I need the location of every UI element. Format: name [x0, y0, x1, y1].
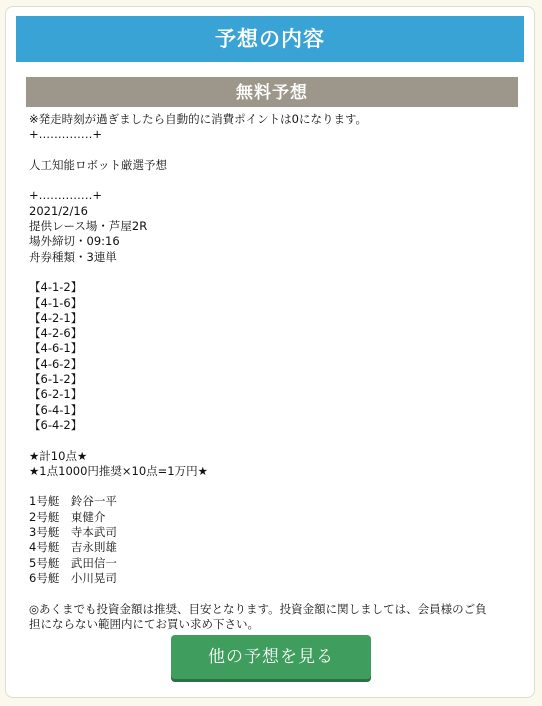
prediction-card	[5, 6, 535, 698]
prediction-content	[29, 112, 519, 632]
spacer	[29, 433, 519, 448]
pick-list	[29, 280, 519, 433]
pick-item: 【6-4-2】	[29, 417, 83, 432]
racer-list	[29, 494, 519, 586]
pick-item: 【6-1-2】	[29, 372, 83, 387]
disclaimer-text: ◎あくまでも投資金額は推奨、目安となります。投資金額に関しましては、会員様のご負	[29, 601, 487, 616]
racer-row	[29, 494, 519, 509]
pick-item: 【4-6-2】	[29, 356, 83, 371]
bet-type: 舟券種類・3連単	[29, 249, 117, 264]
spacer	[29, 479, 519, 494]
boat-number: 1号艇	[29, 494, 60, 509]
section-title: 無料予想	[26, 77, 518, 107]
boat-number: 6号艇	[29, 570, 60, 585]
race-venue: 提供レース場・芦屋2R	[29, 219, 148, 234]
racer-row	[29, 510, 519, 525]
racer-row	[29, 525, 519, 540]
racer-row	[29, 556, 519, 571]
pick-item: 【4-2-1】	[29, 310, 83, 325]
racer-name: 東健介	[70, 509, 106, 524]
spacer	[29, 143, 519, 158]
page-title: 予想の内容	[16, 16, 524, 62]
disclaimer-text-continued: 担にならない範囲内にてお買い求め下さい。	[29, 616, 259, 631]
racer-name: 鈴谷一平	[70, 494, 117, 509]
pick-item: 【4-1-6】	[29, 295, 83, 310]
racer-row	[29, 571, 519, 586]
pick-item: 【4-6-1】	[29, 341, 83, 356]
boat-number: 4号艇	[29, 540, 60, 555]
pick-item: 【4-1-2】	[29, 280, 83, 295]
boat-number: 2号艇	[29, 509, 60, 524]
pick-item: 【6-2-1】	[29, 387, 83, 402]
spacer	[29, 265, 519, 280]
boat-number: 5号艇	[29, 555, 60, 570]
boat-number: 3号艇	[29, 525, 60, 540]
total-points: ★計10点★	[29, 448, 88, 463]
race-date: 2021/2/16	[29, 203, 88, 218]
spacer	[29, 173, 519, 188]
divider-top: +‥‥‥‥‥‥‥+	[29, 127, 103, 142]
racer-name: 寺本武司	[70, 525, 117, 540]
racer-name: 小川晃司	[70, 570, 117, 585]
recommend-amount: ★1点1000円推奨×10点=1万円★	[29, 463, 208, 478]
view-other-predictions-button[interactable]: 他の予想を見る	[171, 635, 371, 679]
spacer	[29, 586, 519, 601]
divider-bottom: +‥‥‥‥‥‥‥+	[29, 188, 103, 203]
race-deadline: 場外締切・09:16	[29, 234, 120, 249]
notice-text: ※発走時刻が過ぎましたら自動的に消費ポイントは0になります。	[29, 112, 368, 126]
racer-name: 武田信一	[70, 555, 117, 570]
racer-row	[29, 540, 519, 555]
pick-item: 【6-4-1】	[29, 402, 83, 417]
racer-name: 吉永則雄	[70, 540, 117, 555]
prediction-heading: 人工知能ロボット厳選予想	[29, 157, 167, 172]
pick-item: 【4-2-6】	[29, 326, 83, 341]
